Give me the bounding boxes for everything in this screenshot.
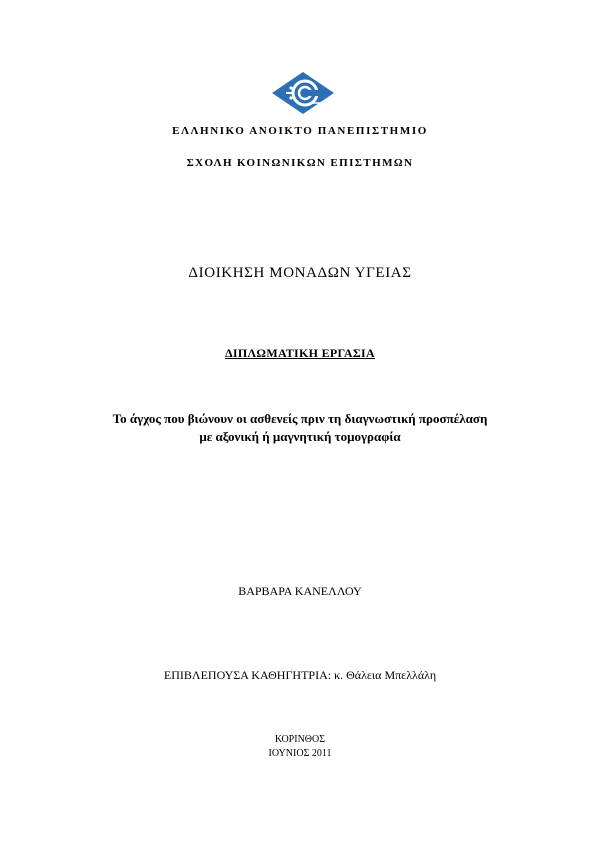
city: ΚΟΡΙΝΘΟΣ bbox=[274, 734, 326, 745]
date: ΙΟΥΝΙΟΣ 2011 bbox=[268, 748, 332, 759]
author-name: ΒΑΡΒΑΡΑ ΚΑΝΕΛΛΟΥ bbox=[238, 584, 362, 598]
program-name: ΔΙΟΙΚΗΣΗ ΜΟΝΑΔΩΝ ΥΓΕΙΑΣ bbox=[188, 265, 412, 281]
school-name: ΣΧΟΛΗ ΚΟΙΝΩΝΙΚΩΝ ΕΠΙΣΤΗΜΩΝ bbox=[186, 157, 414, 169]
thesis-title-line-2: με αξονική ή μαγνητική τομογραφία bbox=[199, 429, 401, 444]
thesis-type: ΔΙΠΛΩΜΑΤΙΚΗ ΕΡΓΑΣΙΑ bbox=[225, 346, 375, 360]
thesis-title-line-1: Το άγχος που βιώνουν οι ασθενείς πριν τη διαγνωστική προσπέλαση bbox=[112, 411, 488, 426]
university-logo-icon bbox=[272, 72, 334, 114]
university-name: ΕΛΛΗΝΙΚΟ ΑΝΟΙΚΤΟ ΠΑΝΕΠΙΣΤΗΜΙΟ bbox=[172, 125, 428, 137]
supervisor: ΕΠΙΒΛΕΠΟΥΣΑ ΚΑΘΗΓΗΤΡΙΑ: κ. Θάλεια Μπελλάλη bbox=[163, 668, 437, 682]
